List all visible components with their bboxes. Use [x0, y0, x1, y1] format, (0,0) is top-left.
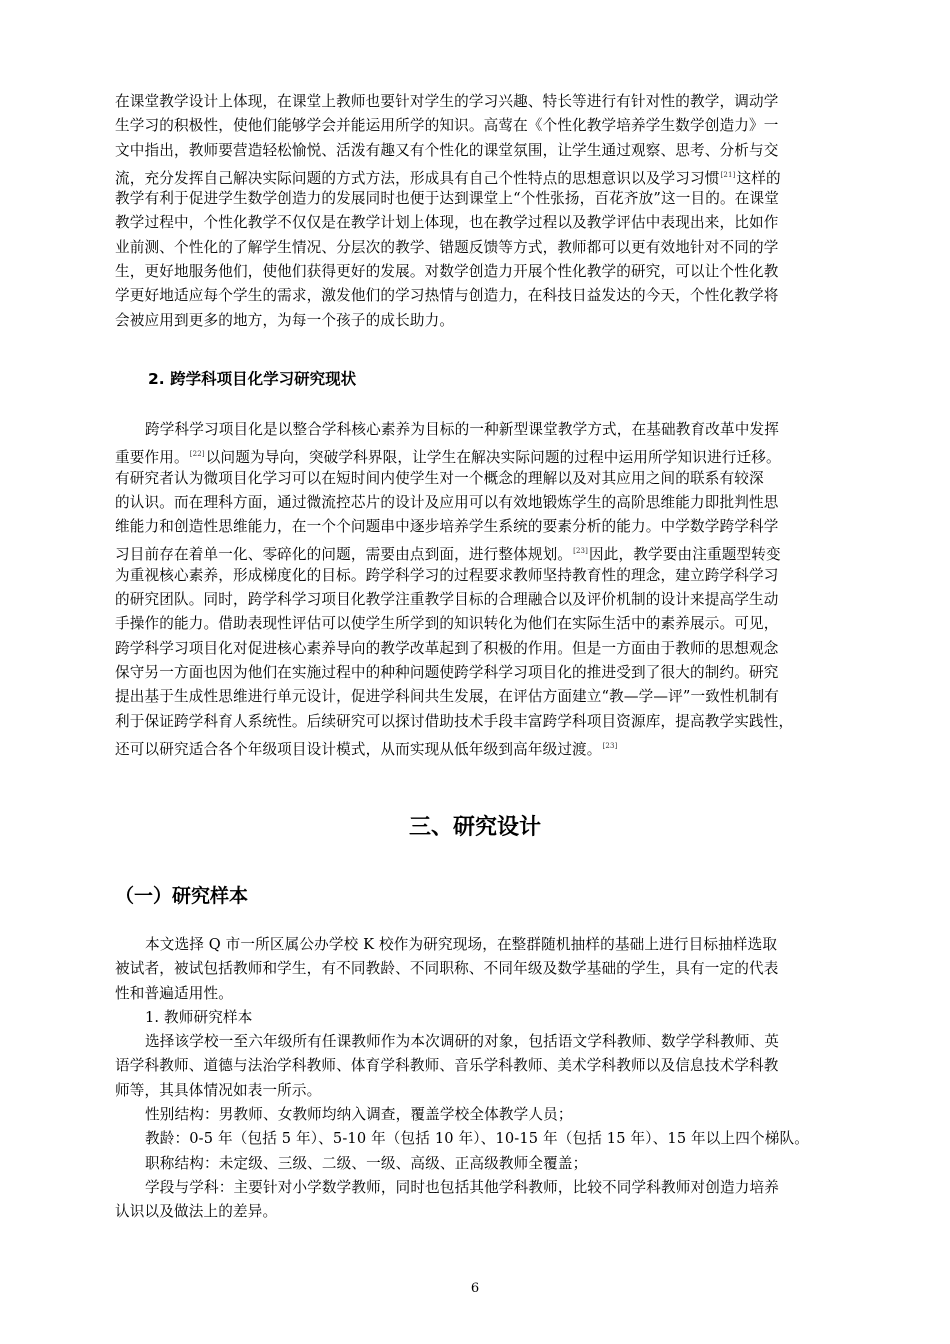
citation-marker: [23] [573, 547, 589, 556]
text-line: 教学过程中，个性化教学不仅仅是在教学计划上体现，也在教学过程以及教学评估中表现出来，比如作 [115, 214, 779, 232]
text-line: 维能力和创造性思维能力，在一个个问题串中逐步培养学生系统的要素分析的能力。中学数学跨学科学 [115, 518, 779, 536]
text-line: 性和普遍适用性。 [115, 984, 233, 1002]
text-segment: 习目前存在着单一化、零碎化的问题，需要由点到面，进行整体规划。 [115, 546, 573, 564]
text-line: 认识以及做法上的差异。 [115, 1203, 278, 1221]
item-teacher-sample-label: 1. 教师研究样本 [145, 1009, 253, 1026]
text-line: 文中指出，教师要营造轻松愉悦、活泼有趣又有个性化的课堂氛围，让学生通过观察、思考、分析与交 [115, 141, 779, 159]
text-line: 有研究者认为微项目化学习可以在短时间内使学生对一个概念的理解以及对其应用之间的联系有较深 [115, 469, 764, 487]
text-line: 被试者，被试包括教师和学生，有不同教龄、不同职称、不同年级及数学基础的学生，具有一定的代表 [115, 960, 779, 978]
text-line: 为重视核心素养，形成梯度化的目标。跨学科学习的过程要求教师坚持教育性的理念，建立跨学科学习 [115, 566, 779, 584]
text-line: 业前测、个性化的了解学生情况、分层次的教学、错题反馈等方式，教师都可以更有效地针对不同的学 [115, 238, 779, 256]
text-line: 手操作的能力。借助表现性评估可以使学生所学到的知识转化为他们在实际生活中的素养展示。可见， [115, 615, 779, 633]
paragraph-personalized-teaching [115, 90, 860, 333]
text-segment: 因此，教学要由注重题型转变 [589, 546, 781, 564]
text-line [115, 734, 860, 758]
page-number: 6 [470, 1281, 480, 1296]
paragraph-teacher-selection [115, 1030, 860, 1103]
text-segment: 还可以研究适合各个年级项目设计模式，从而实现从低年级到高年级过渡。 [115, 740, 602, 758]
text-line: 保守另一方面也因为他们在实施过程中的种种问题使跨学科学习项目化的推进受到了很大的制约。研究 [115, 663, 779, 681]
chapter-heading: 三、研究设计 [408, 815, 541, 840]
text-line [115, 539, 860, 563]
text-segment: 这样的 [736, 169, 781, 187]
text-line: 学更好地适应每个学生的需求，激发他们的学习热情与创造力，在科技日益发达的今天，个性化教学将 [115, 287, 779, 305]
citation-marker: [23] [602, 741, 618, 750]
text-line: 的研究团队。同时，跨学科学习项目化教学注重教学目标的合理融合以及评价机制的设计来提高学生动 [115, 591, 779, 609]
item-teacher-sample [115, 1006, 860, 1030]
teaching-age-line: 教龄：0-5 年（包括 5 年）、5-10 年（包括 10 年）、10-15 年（包括 15 年）、15 年以上四个梯队。 [145, 1130, 809, 1148]
text-line: 选择该学校一至六年级所有任课教师作为本次调研的对象，包括语文学科教师、数学学科教师、英 [145, 1033, 779, 1050]
text-line: 会被应用到更多的地方，为每一个孩子的成长助力。 [115, 311, 455, 329]
text-line [115, 442, 860, 466]
text-line: 本文选择 Q 市一所区属公办学校 K 校作为研究现场，在整群随机抽样的基础上进行目标抽样选取 [145, 936, 778, 953]
paragraph-interdisciplinary-learning [115, 418, 860, 758]
paragraph-stage-subject [115, 1176, 860, 1225]
text-segment: 重要作用。 [115, 449, 189, 467]
subheading-interdisciplinary-status: 2. 跨学科项目化学习研究现状 [148, 370, 357, 388]
citation-marker: [21] [720, 170, 736, 179]
text-line: 提出基于生成性思维进行单元设计，促进学科间共生发展，在评估方面建立“教—学—评”一致性机制有 [115, 688, 779, 706]
text-line: 教学有利于促进学生数学创造力的发展同时也便于达到课堂上“个性张扬，百花齐放”这一目的。在课堂 [115, 190, 779, 208]
text-segment: 流，充分发挥自己解决实际问题的方式方法，形成具有自己个性特点的思想意识以及学习习惯 [115, 169, 720, 187]
title-structure-line: 职称结构：未定级、三级、二级、一级、高级、正高级教师全覆盖； [145, 1154, 588, 1172]
section-heading: （一）研究样本 [115, 885, 249, 907]
text-line [115, 163, 860, 187]
gender-structure-line: 性别结构：男教师、女教师均纳入调查，覆盖学校全体教学人员； [145, 1106, 573, 1123]
text-line: 在课堂教学设计上体现，在课堂上教师也要针对学生的学习兴趣、特长等进行有针对性的教学，调动学 [115, 93, 779, 110]
teacher-structure-list [115, 1103, 860, 1176]
text-line: 学段与学科：主要针对小学数学教师，同时也包括其他学科教师，比较不同学科教师对创造力培养 [145, 1179, 779, 1196]
citation-marker: [22] [189, 450, 205, 459]
text-line: 利于保证跨学科育人系统性。后续研究可以探讨借助技术手段丰富跨学科项目资源库，提高教学实践性， [115, 712, 794, 730]
paragraph-sample-intro [115, 933, 860, 1006]
text-line: 跨学科学习项目化是以整合学科核心素养为目标的一种新型课堂教学方式，在基础教育改革中发挥 [145, 421, 779, 438]
text-line: 语学科教师、道德与法治学科教师、体育学科教师、音乐学科教师、美术学科教师以及信息技术学科教 [115, 1057, 779, 1075]
text-segment: 以问题为导向，突破学科界限，让学生在解决实际问题的过程中运用所学知识进行迁移。 [205, 449, 781, 467]
text-line: 跨学科学习项目化对促进核心素养导向的教学改革起到了积极的作用。但是一方面由于教师的思想观念 [115, 639, 779, 657]
text-line: 生，更好地服务他们，使他们获得更好的发展。对数学创造力开展个性化教学的研究，可以让个性化教 [115, 263, 779, 281]
text-line: 生学习的积极性，使他们能够学会并能运用所学的知识。高莺在《个性化教学培养学生数学创造力》一 [115, 117, 779, 135]
text-line: 师等，其具体情况如表一所示。 [115, 1081, 322, 1099]
text-line: 的认识。而在理科方面，通过微流控芯片的设计及应用可以有效地锻炼学生的高阶思维能力即批判性思 [115, 493, 779, 511]
